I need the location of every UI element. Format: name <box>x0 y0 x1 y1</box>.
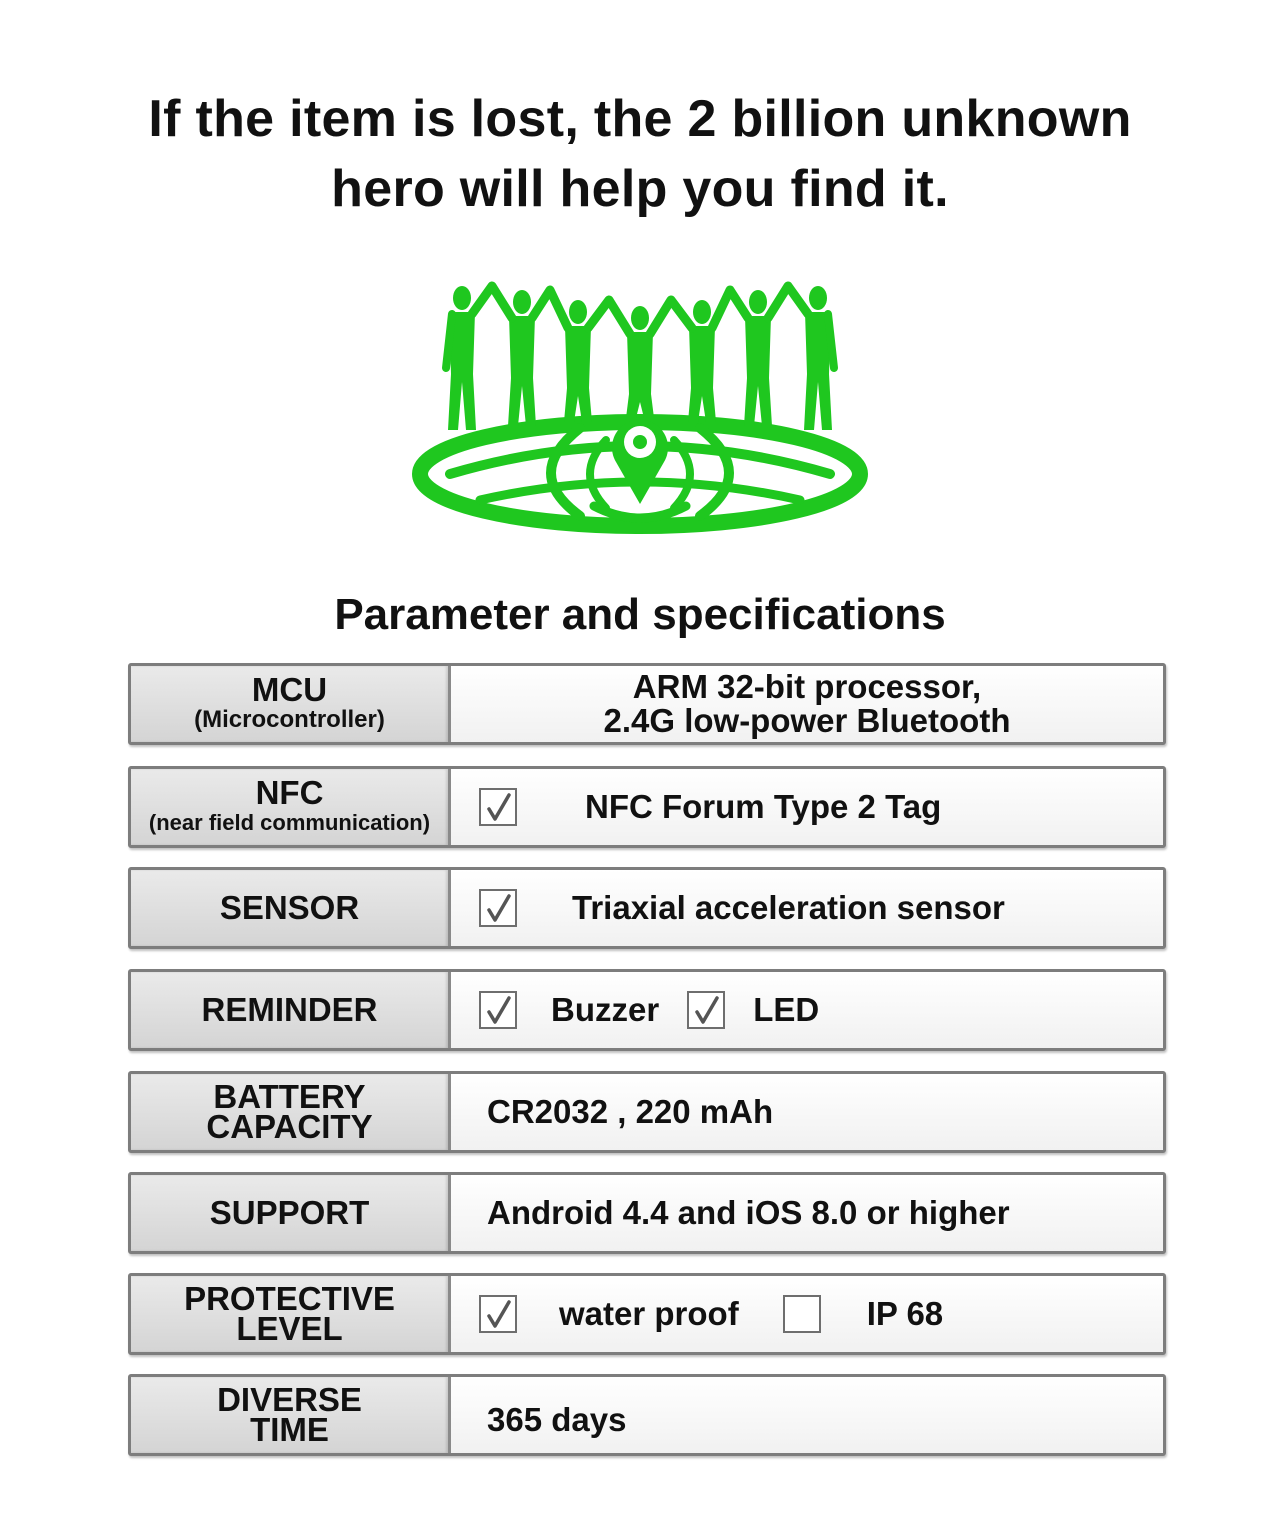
spec-value-reminder <box>451 972 1163 1048</box>
spec-value-mcu <box>451 666 1163 742</box>
spec-value-line-2: 2.4G low-power Bluetooth <box>603 702 1011 739</box>
spec-label-sensor <box>131 870 451 946</box>
ip68-label: IP 68 <box>866 1295 944 1332</box>
nfc-checkbox-icon <box>479 788 517 826</box>
spec-label-nfc <box>131 769 451 845</box>
spec-value-protective <box>451 1276 1163 1352</box>
spec-label-text: SENSOR <box>219 889 360 926</box>
spec-sublabel: (near field communication) <box>148 810 431 835</box>
spec-value-text: NFC Forum Type 2 Tag <box>585 788 942 825</box>
spec-label-text: REMINDER <box>201 991 378 1028</box>
spec-label-line-2: TIME <box>250 1411 329 1448</box>
spec-value-text: 365 days <box>487 1401 627 1438</box>
spec-label-reminder <box>131 972 451 1048</box>
headline-line-1: If the item is lost, the 2 billion unknown <box>148 90 1132 148</box>
spec-label-line-1: BATTERY <box>213 1078 366 1115</box>
water-proof-label: water proof <box>559 1295 739 1332</box>
spec-label-line-1: DIVERSE <box>217 1381 362 1418</box>
spec-label-battery <box>131 1074 451 1150</box>
spec-value-text: Triaxial acceleration sensor <box>572 889 1005 926</box>
headline-line-2: hero will help you find it. <box>331 160 949 218</box>
sensor-checkbox-icon <box>479 889 517 927</box>
led-checkbox-icon <box>687 991 725 1029</box>
spec-row-mcu <box>128 663 1166 745</box>
spec-label-line-2: CAPACITY <box>206 1108 373 1145</box>
spec-value-battery <box>451 1074 1163 1150</box>
spec-row-nfc <box>128 766 1166 848</box>
people-around-globe-location-pin-icon <box>410 268 870 540</box>
spec-label-mcu <box>131 666 451 742</box>
headline <box>0 84 1280 224</box>
spec-row-sensor <box>128 867 1166 949</box>
spec-value-sensor <box>451 870 1163 946</box>
spec-row-battery <box>128 1071 1166 1153</box>
spec-value-support <box>451 1175 1163 1251</box>
spec-label-support <box>131 1175 451 1251</box>
spec-label-protective <box>131 1276 451 1352</box>
spec-row-diverse <box>128 1374 1166 1456</box>
buzzer-label: Buzzer <box>551 991 660 1028</box>
spec-row-protective <box>128 1273 1166 1355</box>
section-title: Parameter and specifications <box>334 590 946 639</box>
spec-value-line-1: ARM 32-bit processor, <box>632 668 982 705</box>
led-label: LED <box>753 991 820 1028</box>
spec-sublabel: (Microcontroller) <box>194 706 385 733</box>
spec-label-line-2: LEVEL <box>236 1310 343 1347</box>
spec-label-diverse <box>131 1377 451 1453</box>
spec-label-text: NFC <box>255 774 324 811</box>
spec-row-support <box>128 1172 1166 1254</box>
spec-value-text: Android 4.4 and iOS 8.0 or higher <box>487 1194 1010 1231</box>
buzzer-checkbox-icon <box>479 991 517 1029</box>
spec-value-diverse <box>451 1377 1163 1453</box>
water-proof-checkbox-icon <box>479 1295 517 1333</box>
spec-label-text: SUPPORT <box>209 1194 370 1231</box>
spec-value-text: CR2032 , 220 mAh <box>487 1093 774 1130</box>
spec-label-line-1: PROTECTIVE <box>184 1280 395 1317</box>
spec-row-reminder <box>128 969 1166 1051</box>
spec-label-text: MCU <box>251 671 328 708</box>
ip68-checkbox-icon <box>783 1295 821 1333</box>
spec-value-nfc <box>451 769 1163 845</box>
